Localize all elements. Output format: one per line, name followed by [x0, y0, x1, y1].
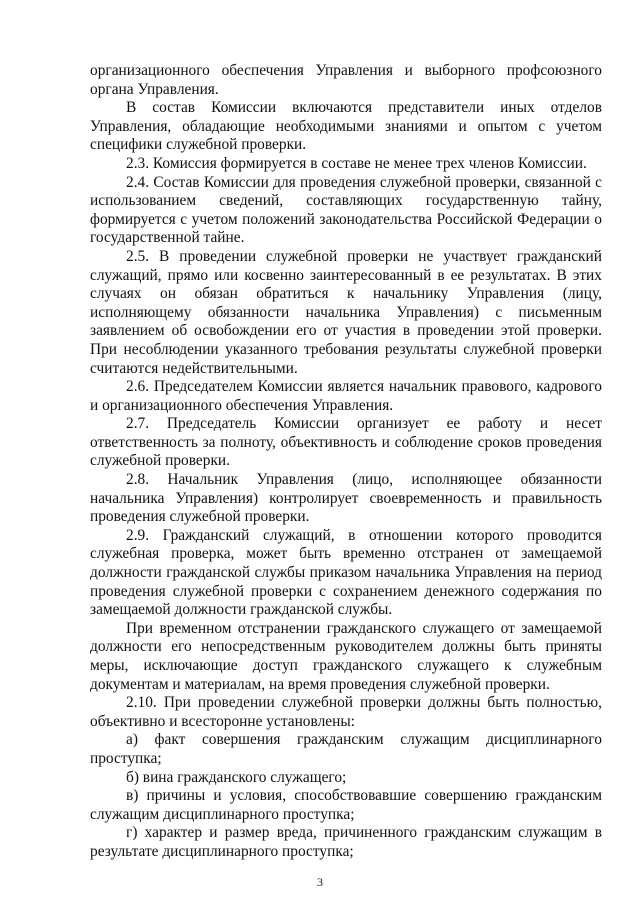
paragraph-2-4: 2.4. Состав Комиссии для проведения служебной проверки, связанной с использованием сведений, составляющих государственную тайну, формируется с учетом положений законодательства Российской Федерации о государственной тайне. [90, 173, 602, 247]
paragraph-2-6: 2.6. Председателем Комиссии является начальник правового, кадрового и организационного обеспечения Управления. [90, 378, 602, 414]
list-item-a: а) факт совершения гражданским служащим дисциплинарного проступка; [90, 731, 602, 767]
list-item-v: в) причины и условия, способствовавшие совершению гражданским служащим дисциплинарного проступка; [90, 787, 602, 823]
paragraph-2-8: 2.8. Начальник Управления (лицо, исполняющее обязанности начальника Управления) контролирует своевременность и правильность проведения служебной проверки. [90, 471, 602, 526]
paragraph-continuation: организационного обеспечения Управления и выборного профсоюзного органа Управления. [90, 62, 602, 98]
list-item-b: б) вина гражданского служащего; [126, 768, 347, 786]
paragraph-temporary-removal: При временном отстранении гражданского служащего от замещаемой должности его непосредственным руководителем должны быть приняты меры, исключающие доступ гражданского служащего к служебным документам и материалам, на время проведения служебной проверки. [90, 619, 602, 693]
paragraph-2-9: 2.9. Гражданский служащий, в отношении которого проводится служебная проверка, может быть временно отстранен от замещаемой должности гражданской службы приказом начальника Управления на период проведения служебной проверки с сохранением денежного содержания по замещаемой должности гражданской службы. [90, 526, 602, 619]
paragraph-commission-members: В состав Комиссии включаются представители иных отделов Управления, обладающие необходимыми знаниями и опытом с учетом специфики служебной проверки. [90, 99, 602, 154]
document-body [90, 62, 602, 862]
paragraph-2-5: 2.5. В проведении служебной проверки не участвует гражданский служащий, прямо или косвенно заинтересованный в ее результатах. В этих случаях он обязан обратиться к начальнику Управления (лицу, исполняющему обязанности начальника Управления) с письменным заявлением об освобождении его от участия в проведении этой проверки. При несоблюдении указанного требования результаты служебной проверки считаются недействительными. [90, 247, 602, 377]
paragraph-2-10: 2.10. При проведении служебной проверки должны быть полностью, объективно и всесторонне установлены: [90, 694, 602, 730]
paragraph-2-3: 2.3. Комиссия формируется в составе не менее трех членов Комиссии. [126, 154, 587, 172]
page-number: 3 [317, 875, 323, 889]
list-item-g: г) характер и размер вреда, причиненного гражданским служащим в результате дисциплинарного проступка; [90, 824, 602, 860]
paragraph-2-7: 2.7. Председатель Комиссии организует ее работу и несет ответственность за полноту, объективность и соблюдение сроков проведения служебной проверки. [90, 415, 602, 470]
